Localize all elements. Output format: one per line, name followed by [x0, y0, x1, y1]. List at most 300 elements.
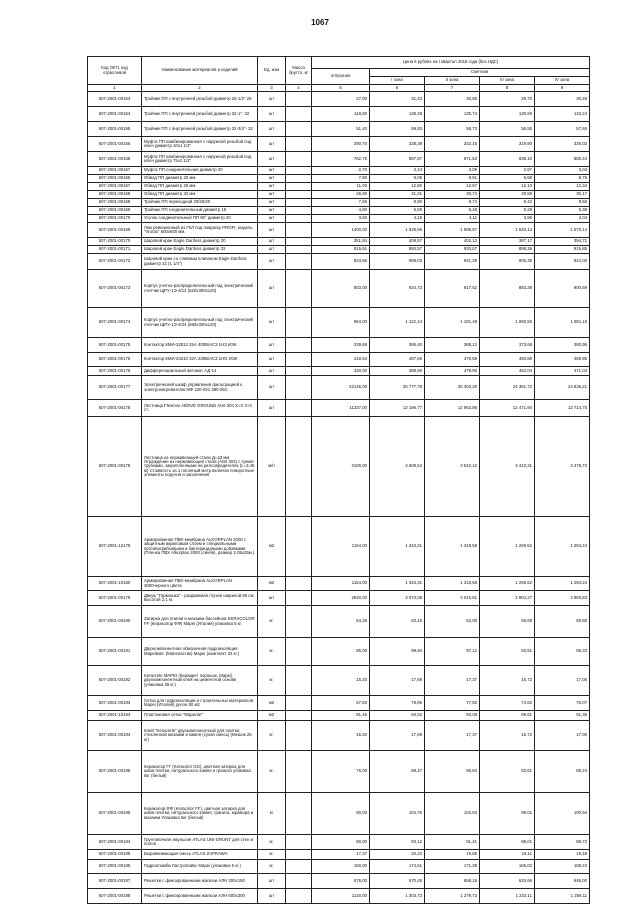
table-row: [88, 889, 590, 904]
row-release-price: 150,00: [312, 860, 370, 874]
row-name: Муфта ПП комбинированная с наружной резьбой под ключ диаметр 75х2 1/2": [142, 152, 258, 167]
row-release-price: 7,80: [312, 175, 370, 183]
row-zone-1: 138,29: [370, 107, 425, 122]
row-zone-4: 100,94: [535, 793, 590, 835]
row-zone-1: 950,57: [370, 246, 425, 254]
row-zone-2: 3 016,51: [425, 591, 480, 606]
row-mass: [286, 308, 312, 338]
row-zone-1: 98,94: [370, 638, 425, 666]
row-zone-2: 1 318,58: [425, 577, 480, 591]
row-unit: шт: [258, 92, 286, 107]
row-name: Корпус учетно-распределительный под электрический счетчик ЩРУ-1Э-3/14 (520х300х120): [142, 270, 258, 308]
row-name: Тройник ПП с внутренней резьбой диаметр 32-3/4"- 32: [142, 122, 258, 137]
row-code: 507-2001-00170: [88, 238, 142, 246]
row-zone-3: 2 904,27: [480, 591, 535, 606]
row-mass: [286, 183, 312, 191]
row-zone-4: 1 081,15: [535, 308, 590, 338]
table-body: [88, 92, 590, 904]
row-unit: шт: [258, 889, 286, 904]
row-release-price: 27,00: [312, 92, 370, 107]
table-row: [88, 175, 590, 183]
row-release-price: 418,94: [312, 353, 370, 367]
row-code: 507-2001-00185: [88, 751, 142, 793]
table-row: [88, 577, 590, 591]
row-code: 507-2001-00180: [88, 606, 142, 638]
header-mass: Масса брутто, кг: [286, 57, 312, 85]
row-release-price: 15,20: [312, 721, 370, 751]
row-unit: м2: [258, 711, 286, 721]
row-zone-2: 1 101,48: [425, 308, 480, 338]
row-zone-3: 2,97: [480, 167, 535, 175]
row-zone-1: 78,96: [370, 696, 425, 711]
table-row: [88, 238, 590, 246]
row-zone-2: 658,15: [425, 874, 480, 889]
row-code: 507-2001-00164: [88, 107, 142, 122]
row-zone-4: 168,23: [535, 860, 590, 874]
row-unit: шт: [258, 238, 286, 246]
row-zone-1: 94,82: [370, 711, 425, 721]
table-row: [88, 793, 590, 835]
row-code: 507-2001-00176: [88, 367, 142, 376]
row-zone-2: 30,85: [425, 92, 480, 107]
row-zone-1: 338,39: [370, 137, 425, 152]
table-row: [88, 152, 590, 167]
page-number: 1067: [311, 18, 329, 27]
row-code: 507-2001-00169: [88, 207, 142, 215]
row-zone-2: 479,90: [425, 367, 480, 376]
row-zone-3: 387,17: [480, 238, 535, 246]
row-zone-4: 19,48: [535, 850, 590, 860]
table-row: [88, 215, 590, 223]
header-zone-2: II зона: [425, 77, 480, 85]
row-zone-4: 95,33: [535, 638, 590, 666]
row-zone-2: 12 953,86: [425, 400, 480, 417]
row-name: Дифференциальный автомат АД-14: [142, 367, 258, 376]
table-row: [88, 860, 590, 874]
row-zone-4: 133,24: [535, 107, 590, 122]
row-zone-2: 4,11: [425, 215, 480, 223]
row-zone-1: 88,47: [370, 751, 425, 793]
row-mass: [286, 338, 312, 353]
row-zone-4: 76,07: [535, 696, 590, 711]
row-mass: [286, 367, 312, 376]
row-name: Тройник ПП соединительный диаметр 15: [142, 207, 258, 215]
row-release-price: 1154,00: [312, 517, 370, 577]
row-release-price: 2,70: [312, 167, 370, 175]
row-name: Корпус учетно-распределительный под электрический счетчик ЩРУ-1Э-3/24 (680х300х120): [142, 308, 258, 338]
row-release-price: 1120,00: [312, 889, 370, 904]
row-zone-2: 941,39: [425, 254, 480, 270]
row-zone-3: 8,58: [480, 175, 535, 183]
row-release-price: 81,46: [312, 711, 370, 721]
row-release-price: 816,61: [312, 246, 370, 254]
table-row: [88, 92, 590, 107]
row-unit: шт: [258, 137, 286, 152]
row-zone-2: 8,74: [425, 199, 480, 207]
row-name: Двухкомпонентная обмазочная гидроизоляция Mapelastic (Мапеластик) Mapei (комплект 32 кг.): [142, 638, 258, 666]
row-zone-3: 83,61: [480, 751, 535, 793]
row-name: Лестница из нержавеющей стали Д=43 мм Ограждение из нержавеющей стали (AISI 304) с тремя трубками, закрепленными на рилсовредителях (L=3,45 м) Стоимость за 1 погонный метр включая поворотные элементы поручня и заполнения: [142, 417, 258, 517]
column-number: 8: [480, 85, 535, 92]
row-name: Люк ревизионный из ГКЛ под покраску PROFI, модель "Vrorax" 600х600 мм.: [142, 223, 258, 238]
row-code: 507-2001-10180: [88, 577, 142, 591]
row-zone-4: 17,05: [535, 721, 590, 751]
row-unit: шт: [258, 199, 286, 207]
row-zone-2: 102,84: [425, 793, 480, 835]
row-zone-4: 12,34: [535, 183, 590, 191]
row-zone-1: 9,08: [370, 175, 425, 183]
row-unit: шт: [258, 152, 286, 167]
row-mass: [286, 606, 312, 638]
table-row: [88, 835, 590, 850]
row-zone-2: 8,91: [425, 175, 480, 183]
row-zone-2: 5,48: [425, 207, 480, 215]
row-release-price: 762,75: [312, 152, 370, 167]
row-release-price: 85,00: [312, 638, 370, 666]
row-zone-4: 30,28: [535, 92, 590, 107]
table-row: [88, 183, 590, 191]
row-name: Дверь "Гармошка" - раздвижная глухая шириной 80 см, высотой 2,1 м.: [142, 591, 258, 606]
row-zone-2: 171,39: [425, 860, 480, 874]
row-zone-3: 1 269,52: [480, 517, 535, 577]
row-zone-3: 89,61: [480, 711, 535, 721]
row-mass: [286, 353, 312, 367]
row-zone-1: 8,90: [370, 199, 425, 207]
row-mass: [286, 207, 312, 215]
row-zone-4: 380,96: [535, 338, 590, 353]
row-zone-1: 1 343,31: [370, 517, 425, 577]
table-row: [88, 666, 590, 696]
table-row: [88, 591, 590, 606]
row-mass: [286, 889, 312, 904]
row-mass: [286, 191, 312, 199]
row-mass: [286, 254, 312, 270]
row-name: Контактор КМИ-23210 32А 230В/АС3 1НО ИЭК: [142, 353, 258, 367]
row-unit: кг.: [258, 850, 286, 860]
row-unit: шт: [258, 874, 286, 889]
row-mass: [286, 835, 312, 850]
row-release-price: 420,00: [312, 367, 370, 376]
row-zone-2: 402,13: [425, 238, 480, 246]
row-release-price: 964,00: [312, 308, 370, 338]
row-release-price: 22145,00: [312, 376, 370, 400]
row-mass: [286, 215, 312, 223]
row-unit: шт: [258, 353, 286, 367]
row-zone-3: 373,68: [480, 338, 535, 353]
row-zone-3: 12,10: [480, 183, 535, 191]
row-unit: шт: [258, 107, 286, 122]
row-zone-4: 8,58: [535, 199, 590, 207]
row-zone-4: 5,38: [535, 207, 590, 215]
row-name: Электрический шкаф управления фильтрацией к электронагревателю МФ 220-021 380-05С: [142, 376, 258, 400]
row-zone-2: 3 542,12: [425, 417, 480, 517]
column-number: 6: [370, 85, 425, 92]
row-zone-2: 17,37: [425, 721, 480, 751]
row-zone-4: 326,03: [535, 137, 590, 152]
table-row: [88, 107, 590, 122]
row-zone-3: 3,96: [480, 215, 535, 223]
row-release-price: 15,20: [312, 666, 370, 696]
row-zone-2: 478,69: [425, 353, 480, 367]
row-zone-2: 388,12: [425, 338, 480, 353]
row-release-price: 3100,00: [312, 417, 370, 517]
row-unit: шт: [258, 122, 286, 137]
row-code: 507-2001-00182: [88, 666, 142, 696]
table-row: [88, 199, 590, 207]
row-code: 507-2001-00175: [88, 338, 142, 353]
row-code: 507-2001-00168: [88, 152, 142, 167]
table-row: [88, 874, 590, 889]
row-release-price: 118,80: [312, 107, 370, 122]
table-row: [88, 122, 590, 137]
table-row: [88, 246, 590, 254]
row-zone-3: 74,62: [480, 696, 535, 711]
row-zone-1: 17,69: [370, 666, 425, 696]
row-zone-3: 24 361,72: [480, 376, 535, 400]
row-unit: шт: [258, 223, 286, 238]
row-zone-1: 5,59: [370, 207, 425, 215]
row-code: 507-2001-00166: [88, 137, 142, 152]
row-zone-4: 24 836,21: [535, 376, 590, 400]
row-zone-4: 915,85: [535, 246, 590, 254]
row-code: 507-2001-00186: [88, 793, 142, 835]
row-zone-2: 91,41: [425, 835, 480, 850]
row-zone-4: 1 294,24: [535, 517, 590, 577]
row-zone-4: 2 960,83: [535, 591, 590, 606]
row-release-price: 3,60: [312, 215, 370, 223]
row-code: 507-2001-00169: [88, 223, 142, 238]
row-zone-2: 58,73: [425, 122, 480, 137]
header-zone-3: III зона: [480, 77, 535, 85]
row-zone-1: 59,83: [370, 122, 425, 137]
row-zone-1: 31,43: [370, 92, 425, 107]
row-code: 507-2001-00181: [88, 638, 142, 666]
row-release-price: 67,83: [312, 696, 370, 711]
row-release-price: 51,40: [312, 122, 370, 137]
row-mass: [286, 400, 312, 417]
row-zone-4: 17,05: [535, 666, 590, 696]
row-mass: [286, 874, 312, 889]
row-unit: м2: [258, 577, 286, 591]
row-unit: шт: [258, 400, 286, 417]
row-zone-3: 16,72: [480, 721, 535, 751]
row-name: Тройник ПП переходной 20/25/20: [142, 199, 258, 207]
row-release-price: 7,65: [312, 199, 370, 207]
row-zone-4: 4,04: [535, 215, 590, 223]
row-zone-4: 30,17: [535, 191, 590, 199]
column-number: 4: [286, 85, 312, 92]
row-unit: шт: [258, 167, 286, 175]
row-zone-1: 959,03: [370, 254, 425, 270]
row-code: 507-2001-00177: [88, 376, 142, 400]
row-release-price: 11337,00: [312, 400, 370, 417]
row-mass: [286, 711, 312, 721]
row-code: 507-2001-00168: [88, 191, 142, 199]
row-name: Кераколор ФФ (Keracolor FF), цветная затирка для швов плитки, натурального камня, гранита, мрамора и мозаики Упаковка 5кг (белый): [142, 793, 258, 835]
row-mass: [286, 152, 312, 167]
header-price-group: Цена в рублях на I квартал 2016 года (без НДС): [312, 57, 590, 69]
row-zone-4: 85,24: [535, 751, 590, 793]
row-name: Обвод ПП диаметр 25 мм: [142, 183, 258, 191]
row-zone-1: 20,22: [370, 850, 425, 860]
row-zone-4: 1 256,11: [535, 889, 590, 904]
row-unit: шт: [258, 308, 286, 338]
row-unit: кг: [258, 793, 286, 835]
row-name: Сетка для гидроизоляции и строительных материалов Mapei (Италия) рулон 50 м2: [142, 696, 258, 711]
row-zone-3: 5,28: [480, 207, 535, 215]
table-row: [88, 400, 590, 417]
row-unit: кг.: [258, 638, 286, 666]
table-row: [88, 606, 590, 638]
row-zone-3: 16,72: [480, 666, 535, 696]
row-mass: [286, 696, 312, 711]
row-mass: [286, 860, 312, 874]
row-zone-1: 104,76: [370, 793, 425, 835]
row-release-price: 1400,00: [312, 223, 370, 238]
row-zone-2: 62,00: [425, 606, 480, 638]
row-mass: [286, 638, 312, 666]
table-row: [88, 367, 590, 376]
header-release: отпускная: [312, 69, 370, 85]
row-mass: [286, 793, 312, 835]
row-mass: [286, 721, 312, 751]
row-zone-3: 319,80: [480, 137, 535, 152]
row-zone-2: 25 303,26: [425, 376, 480, 400]
row-code: 507-2001-00175: [88, 353, 142, 367]
row-name: Грунтовочная эмульсия ATLAS UNI-GRUNT для стен и полов: [142, 835, 258, 850]
row-zone-2: 933,07: [425, 246, 480, 254]
row-zone-3: 460,88: [480, 353, 535, 367]
row-zone-1: 3,14: [370, 167, 425, 175]
row-zone-3: 12 471,84: [480, 400, 535, 417]
row-mass: [286, 517, 312, 577]
price-table: [87, 56, 590, 904]
row-zone-4: 8,75: [535, 175, 590, 183]
table-row: [88, 191, 590, 199]
column-numbers-row: [88, 85, 590, 92]
row-unit: шт: [258, 367, 286, 376]
row-zone-4: 3,03: [535, 167, 590, 175]
row-zone-2: 135,74: [425, 107, 480, 122]
row-zone-3: 8,42: [480, 199, 535, 207]
row-zone-1: 3 608,54: [370, 417, 425, 517]
row-release-price: 803,00: [312, 270, 370, 308]
header-zone-4: IV зона: [535, 77, 590, 85]
row-zone-2: 917,52: [425, 270, 480, 308]
row-zone-2: 1 599,67: [425, 223, 480, 238]
table-row: [88, 338, 590, 353]
row-name: Клей "Keracrete" двухкомпонентный для плитки, стеклянной мозаики и камня (сухая смесь) (Мешок 25 кг): [142, 721, 258, 751]
row-zone-3: 1 269,52: [480, 577, 535, 591]
row-zone-3: 93,51: [480, 638, 535, 666]
row-code: 507-2001-00186: [88, 860, 142, 874]
table-row: [88, 638, 590, 666]
column-number: 7: [425, 85, 480, 92]
row-code: 507-2001-10183: [88, 711, 142, 721]
row-zone-4: 57,65: [535, 122, 590, 137]
row-zone-1: 25 777,78: [370, 376, 425, 400]
row-unit: шт: [258, 254, 286, 270]
row-zone-3: 883,38: [480, 270, 535, 308]
row-zone-2: 1 279,73: [425, 889, 480, 904]
table-row: [88, 376, 590, 400]
row-unit: кг.: [258, 751, 286, 793]
row-code: 507-2001-12179: [88, 517, 142, 577]
row-zone-1: 1 303,73: [370, 889, 425, 904]
row-unit: шт: [258, 338, 286, 353]
row-name: Армированная ПВХ-мембрана ALKORPLAN 2000 с защитным акриловым слоем и специальными противогрибковыми и бактерицидными добавками (Пленка ПВХ Alkorplan 2000 (синяя), размер 2.05х25м.): [142, 517, 258, 577]
row-zone-4: 855,44: [535, 152, 590, 167]
row-mass: [286, 122, 312, 137]
row-name: Муфта ПП соединительная диаметр 20: [142, 167, 258, 175]
row-name: Обвод ПП диаметр 20 мм: [142, 175, 258, 183]
row-code: 507-2001-00183: [88, 696, 142, 711]
row-name: Шаровой кран со сливным клапаном Eagle Danfoss диаметр 32 (1 1/4"): [142, 254, 258, 270]
row-zone-1: 3 073,08: [370, 591, 425, 606]
row-zone-1: 487,66: [370, 353, 425, 367]
row-release-price: 90,00: [312, 793, 370, 835]
row-zone-3: 1 232,11: [480, 889, 535, 904]
row-zone-3: 3 410,31: [480, 417, 535, 517]
row-code: 507-2001-00166: [88, 175, 142, 183]
row-zone-1: 1 122,14: [370, 308, 425, 338]
table-row: [88, 254, 590, 270]
row-name: Решетки с фиксированными жалюзи АЛН 600х300: [142, 889, 258, 904]
row-name: Обвод ПП диаметр 32 мм: [142, 191, 258, 199]
row-code: 507-2001-00187: [88, 874, 142, 889]
row-zone-3: 165,02: [480, 860, 535, 874]
row-zone-1: 934,73: [370, 270, 425, 308]
row-zone-2: 19,85: [425, 850, 480, 860]
row-zone-2: 12,57: [425, 183, 480, 191]
row-unit: м2: [258, 517, 286, 577]
row-release-price: 290,70: [312, 137, 370, 152]
row-zone-3: 906,35: [480, 254, 535, 270]
row-zone-1: 488,90: [370, 367, 425, 376]
row-zone-4: 924,00: [535, 254, 590, 270]
row-name: Тройник ПП с внутренней резьбой диаметр 32-1"- 32: [142, 107, 258, 122]
row-zone-1: 63,16: [370, 606, 425, 638]
row-zone-2: 17,37: [425, 666, 480, 696]
row-zone-1: 1 343,31: [370, 577, 425, 591]
row-code: 507-2001-00188: [88, 889, 142, 904]
row-mass: [286, 246, 312, 254]
row-zone-2: 86,84: [425, 751, 480, 793]
column-number: 3: [258, 85, 286, 92]
row-zone-4: 91,36: [535, 711, 590, 721]
row-zone-1: 887,87: [370, 152, 425, 167]
row-release-price: 1154,00: [312, 577, 370, 591]
row-mass: [286, 577, 312, 591]
row-zone-1: 13 196,77: [370, 400, 425, 417]
row-code: 507-2001-00185: [88, 850, 142, 860]
row-mass: [286, 417, 312, 517]
row-release-price: 823,86: [312, 254, 370, 270]
row-unit: шт: [258, 270, 286, 308]
row-zone-1: 1 629,66: [370, 223, 425, 238]
row-code: 507-2001-00165: [88, 122, 142, 137]
row-zone-4: 1 294,24: [535, 577, 590, 591]
table-row: [88, 696, 590, 711]
row-name: Затирка для плитки и мозаики бассейнов KERACOLOR FF (Кераколор ФФ) Mapei (Италия) упаковка 5 кг.: [142, 606, 258, 638]
row-code: 507-2001-00167: [88, 167, 142, 175]
row-code: 507-2001-00178: [88, 400, 142, 417]
row-zone-3: 633,66: [480, 874, 535, 889]
row-mass: [286, 167, 312, 175]
row-zone-1: 670,49: [370, 874, 425, 889]
row-zone-3: 59,69: [480, 606, 535, 638]
row-name: Шаровой кран Eagle Danfoss диаметр 20: [142, 238, 258, 246]
